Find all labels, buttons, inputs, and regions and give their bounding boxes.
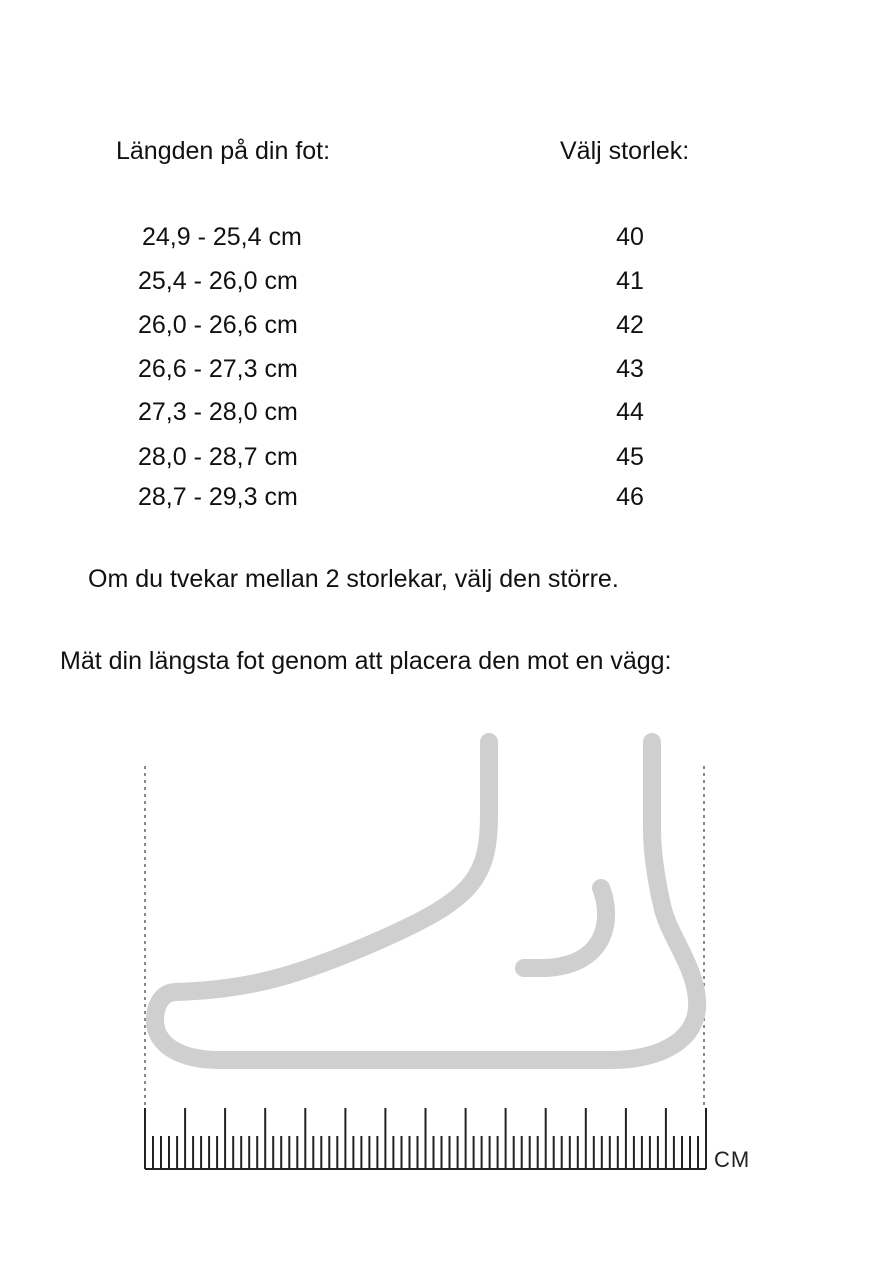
foot-length-range: 28,0 - 28,7 cm xyxy=(138,443,298,471)
shoe-size: 41 xyxy=(616,267,644,295)
foot-length-range: 28,7 - 29,3 cm xyxy=(138,483,298,511)
foot-length-header: Längden på din fot: xyxy=(116,137,331,165)
foot-length-range: 25,4 - 26,0 cm xyxy=(138,267,298,295)
shoe-size: 40 xyxy=(616,223,644,251)
foot-length-range: 26,6 - 27,3 cm xyxy=(138,355,298,383)
table-row xyxy=(0,310,877,340)
foot-outline-icon xyxy=(155,742,697,1060)
foot-length-range: 26,0 - 26,6 cm xyxy=(138,311,298,339)
table-row xyxy=(0,482,877,512)
table-row xyxy=(0,397,877,427)
foot-length-range: 27,3 - 28,0 cm xyxy=(138,398,298,426)
table-row xyxy=(0,442,877,472)
shoe-size: 45 xyxy=(616,443,644,471)
shoe-size: 46 xyxy=(616,483,644,511)
table-row xyxy=(0,222,877,252)
shoe-size: 44 xyxy=(616,398,644,426)
size-doubt-note: Om du tvekar mellan 2 storlekar, välj den större. xyxy=(88,565,619,593)
shoe-size: 43 xyxy=(616,355,644,383)
ruler-unit-label: CM xyxy=(714,1147,751,1172)
foot-measurement-illustration xyxy=(0,720,877,1200)
choose-size-header: Välj storlek: xyxy=(560,137,690,165)
table-row xyxy=(0,354,877,384)
shoe-size: 42 xyxy=(616,311,644,339)
foot-length-range: 24,9 - 25,4 cm xyxy=(142,223,302,251)
table-row xyxy=(0,266,877,296)
ruler-icon xyxy=(145,1108,706,1169)
measure-instruction: Mät din längsta fot genom att placera den mot en vägg: xyxy=(60,647,672,675)
